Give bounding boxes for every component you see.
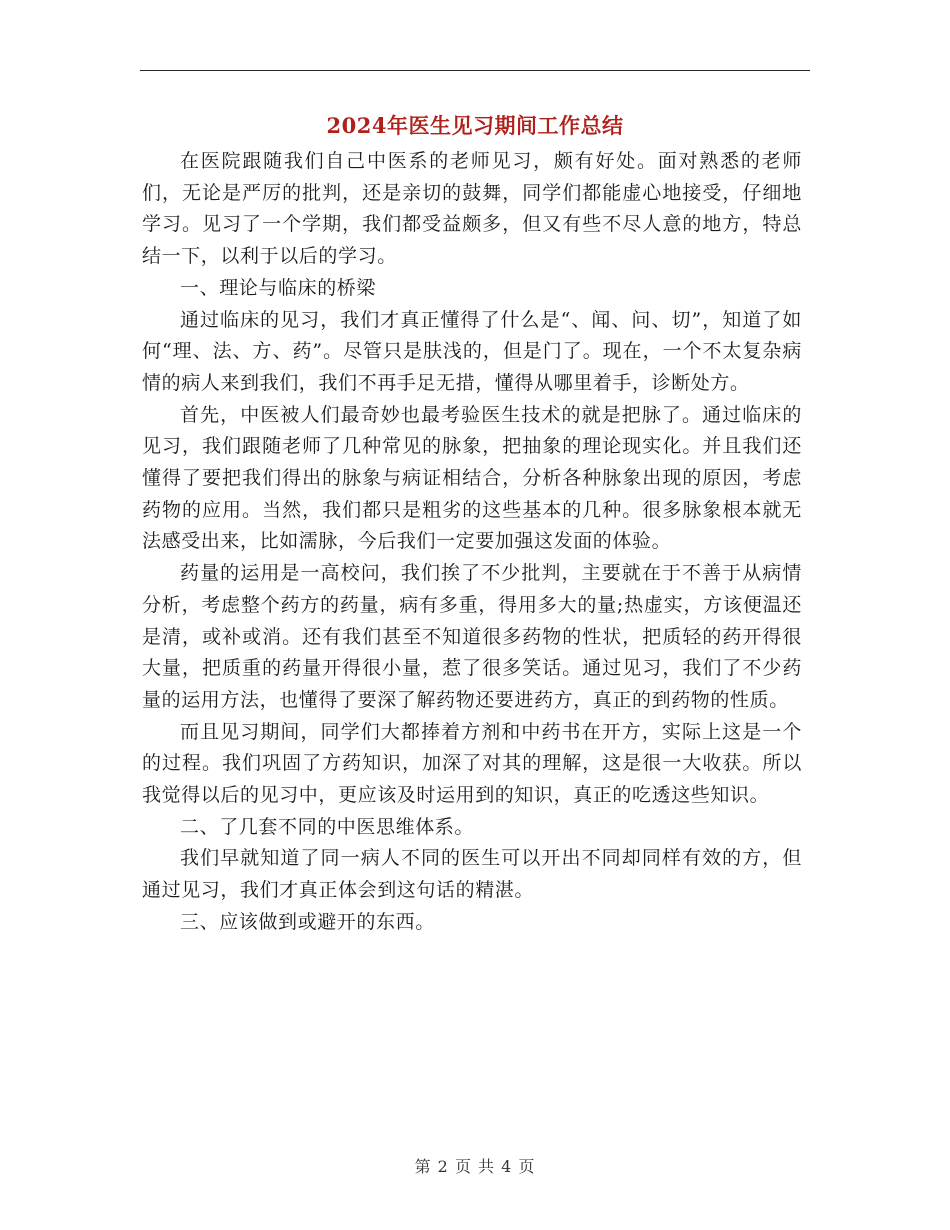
section-heading-1: 一、理论与临床的桥梁 <box>180 276 377 299</box>
paragraph-intro: 在医院跟随我们自己中医系的老师见习，颇有好处。面对熟悉的老师们，无论是严厉的批判，还是亲切的鼓舞，同学们都能虚心地接受，仔细地学习。见习了一个学期，我们都受益颇多，但又有些不尽人意的地方，特总结一下，以利于以后的学习。 <box>142 150 802 268</box>
paragraph-theory: 通过临床的见习，我们才真正懂得了什么是“、闻、问、切”，知道了如何“理、法、方、药”。尽管只是肤浅的，但是门了。现在，一个不太复杂病情的病人来到我们，我们不再手足无措，懂得从哪里着手，诊断处方。 <box>142 308 802 394</box>
page-number-footer: 第 2 页 共 4 页 <box>414 1157 536 1176</box>
paragraph-thinking: 我们早就知道了同一病人不同的医生可以开出不同却同样有效的方，但通过见习，我们才真正体会到这句话的精湛。 <box>142 847 802 902</box>
paragraph-dosage: 药量的运用是一高校问，我们挨了不少批判，主要就在于不善于从病情分析，考虑整个药方的药量，病有多重，得用多大的量;热虚实，方该便温还是清，或补或消。还有我们甚至不知道很多药物的性状，把质轻的药开得很大量，把质重的药量开得很小量，惹了很多笑话。通过见习，我们了不少药量的运用方法，也懂得了要深了解药物还要进药方，真正的到药物的性质。 <box>142 562 802 711</box>
section-heading-2: 二、了几套不同的中医思维体系。 <box>180 815 475 838</box>
document-body <box>142 146 802 939</box>
section-heading-3: 三、应该做到或避开的东西。 <box>180 910 435 933</box>
paragraph-pulse: 首先，中医被人们最奇妙也最考验医生技术的就是把脉了。通过临床的见习，我们跟随老师了几种常见的脉象，把抽象的理论现实化。并且我们还懂得了要把我们得出的脉象与病证相结合，分析各种脉象出现的原因，考虑药物的应用。当然，我们都只是粗劣的这些基本的几种。很多脉象根本就无法感受出来，比如濡脉，今后我们一定要加强这发面的体验。 <box>142 403 802 553</box>
header-rule <box>140 70 810 71</box>
paragraph-practice: 而且见习期间，同学们大都捧着方剂和中药书在开方，实际上这是一个的过程。我们巩固了方药知识，加深了对其的理解，这是很一大收获。所以我觉得以后的见习中，更应该及时运用到的知识，真正的吃透这些知识。 <box>142 720 802 807</box>
document-title: 2024年医生见习期间工作总结 <box>326 113 624 138</box>
